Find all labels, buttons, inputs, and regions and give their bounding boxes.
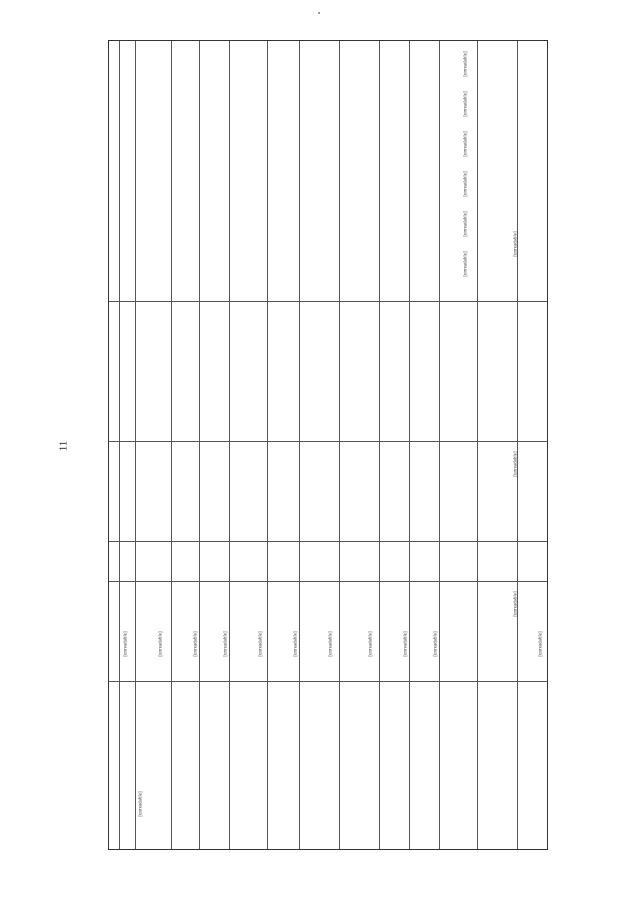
year-column-header: [unreadable] <box>463 211 469 237</box>
table-divider <box>517 41 518 849</box>
table-divider <box>135 41 136 849</box>
year-column-header: [unreadable] <box>463 131 469 157</box>
table-row: [unreadable] <box>368 631 374 657</box>
table-divider <box>109 441 547 442</box>
table-divider <box>109 681 547 682</box>
table-divider <box>339 41 340 849</box>
header-indicators: [unreadable] <box>513 591 519 617</box>
table-divider <box>267 41 268 849</box>
table-row: [unreadable] <box>123 631 129 657</box>
table-divider <box>109 541 547 542</box>
table-divider <box>439 41 440 849</box>
year-column-header: [unreadable] <box>463 51 469 77</box>
table-divider <box>229 41 230 849</box>
scan-dot <box>318 12 320 14</box>
table-divider <box>199 41 200 849</box>
table-divider <box>171 41 172 849</box>
table-row: [unreadable] <box>403 631 409 657</box>
table-row: [unreadable] <box>328 631 334 657</box>
table-row: [unreadable] <box>193 631 199 657</box>
header-budget-classification: [unreadable] <box>513 451 519 477</box>
table-row: [unreadable] <box>293 631 299 657</box>
table-row: [unreadable] <box>158 631 164 657</box>
year-column-header: [unreadable] <box>463 171 469 197</box>
data-table <box>108 40 548 850</box>
table-divider <box>477 41 478 849</box>
header-values-by-years: [unreadable] <box>513 231 519 257</box>
table-row: [unreadable] <box>538 631 544 657</box>
table-divider <box>409 41 410 849</box>
table-row: [unreadable] <box>258 631 264 657</box>
table-divider <box>119 41 120 849</box>
year-column-header: [unreadable] <box>463 91 469 117</box>
table-divider <box>109 301 547 302</box>
table-divider <box>299 41 300 849</box>
page-number: 11 <box>57 440 70 452</box>
table-note: [unreadable] <box>138 791 144 817</box>
table-row: [unreadable] <box>223 631 229 657</box>
year-column-header: [unreadable] <box>463 251 469 277</box>
table-divider <box>379 41 380 849</box>
table-divider <box>109 581 547 582</box>
table-row: [unreadable] <box>433 631 439 657</box>
